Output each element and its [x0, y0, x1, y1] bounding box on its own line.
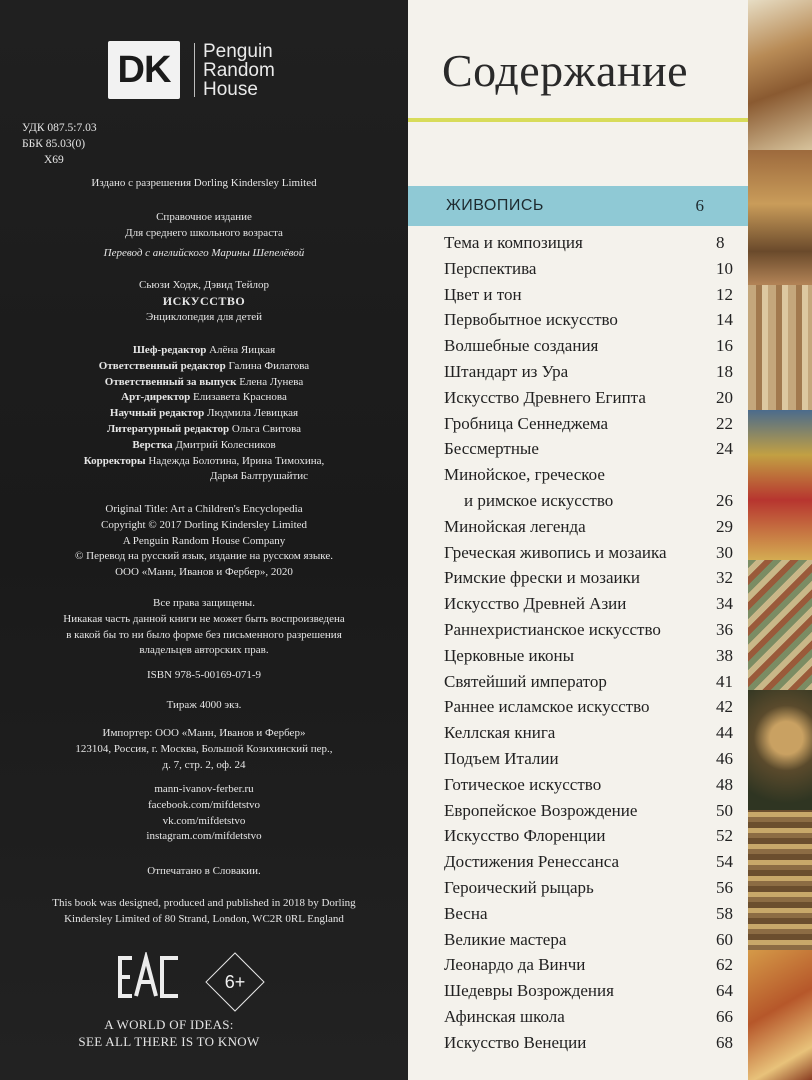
designed-by: This book was designed, produced and published in 2018 by Dorling Kindersley Limited of 80 Strand, London, WC2R 0RL England: [52, 897, 356, 925]
dk-logo: DK: [108, 41, 180, 99]
entry-title: Шедевры Возрождения: [444, 981, 614, 1001]
dk-slogan: A WORLD OF IDEAS: SEE ALL THERE IS TO KNOW: [78, 1017, 260, 1049]
contents-entry: [444, 594, 744, 620]
contents-entry: [444, 930, 744, 956]
original-rights: Original Title: Art a Children's Encyclopedia Copyright © 2017 Dorling Kindersley Limited A Penguin Random House Company © Перевод на русский язык, издание на русском языке. ООО «Манн, Иванов и Фербер», 2020: [75, 503, 333, 579]
entry-page: 52: [716, 826, 733, 846]
contents-entry: [444, 749, 744, 775]
eac-certification-icon: [118, 952, 182, 1002]
contents-entry: [444, 517, 744, 543]
publisher-logo: [108, 40, 275, 100]
logo-divider: [194, 43, 195, 97]
entry-page: 44: [716, 723, 733, 743]
entry-page: 10: [716, 258, 733, 278]
entry-title: Бессмертные: [444, 439, 539, 459]
credit-line: Шеф-редактор Алёна Яицкая: [132, 344, 276, 356]
entry-page: 8: [716, 233, 725, 252]
medieval-manuscript-image: [748, 410, 812, 560]
entry-title: Искусство Древней Азии: [444, 594, 627, 614]
entry-page: 46: [716, 748, 733, 768]
credit-line: Литературный редактор Ольга Свитова: [106, 422, 302, 435]
edition-type: Справочное издание Для среднего школьного возраста: [125, 211, 283, 239]
contents-entry: [444, 646, 744, 672]
credit-line: Верстка Дмитрий Колесников: [132, 438, 276, 451]
book-heading: [0, 278, 408, 325]
credit-line: Ответственный редактор Галина Филатова: [98, 359, 310, 372]
contents-entry: [444, 620, 744, 646]
contents-entry: [444, 310, 744, 336]
entry-page: 68: [716, 1032, 733, 1052]
entry-title: Афинская школа: [444, 1006, 565, 1026]
instagram-link: instagram.com/mifdetstvo: [146, 830, 262, 843]
entry-title: Перспектива: [444, 258, 537, 278]
website-link: mann-ivanov-ferber.ru: [154, 783, 254, 795]
author-mark: Х69: [44, 154, 64, 166]
entry-page: 24: [716, 439, 733, 459]
print-run: Тираж 4000 экз.: [166, 699, 242, 711]
bbk-code: ББК 85.03(0): [22, 138, 86, 150]
entry-title: Келлская книга: [444, 723, 556, 743]
contents-entry: [444, 801, 744, 827]
permission-line: Издано с разрешения Dorling Kindersley Limited: [91, 177, 317, 189]
egyptian-relief-image: [748, 285, 812, 410]
entry-title: Искусство Венеции: [444, 1032, 587, 1052]
entry-page: 38: [716, 645, 733, 665]
entry-title: Минойская легенда: [444, 516, 586, 536]
udk-code: УДК 087.5:7.03: [22, 122, 97, 134]
vk-link: vk.com/mifdetstvo: [162, 814, 246, 827]
entry-title: Цвет и тон: [444, 284, 522, 304]
book-subtitle: Энциклопедия для детей: [145, 310, 263, 323]
entry-title: Гробница Сеннеджема: [444, 413, 609, 433]
contents-entry: [444, 955, 744, 981]
credit-line: Ответственный за выпуск Елена Лунева: [104, 375, 304, 388]
importer: Импортер: ООО «Манн, Иванов и Фербер» 123104, Россия, г. Москва, Большой Козихинский пер., д. 7, стр. 2, оф. 24: [75, 727, 333, 771]
entry-title: Искусство Древнего Египта: [444, 387, 646, 407]
entry-page: 50: [716, 800, 733, 820]
ancient-figure-image: [748, 150, 812, 285]
entry-page: 18: [716, 361, 733, 381]
entry-page: 66: [716, 1006, 733, 1026]
rights-reserved: Все права защищены. Никакая часть данной книги не может быть воспроизведена в какой бы то ни было форме без письменного разрешения владельцев авторских прав.: [63, 597, 345, 657]
entry-title: Греческая живопись и мозаика: [444, 542, 667, 562]
contents-entry: [444, 439, 744, 465]
entry-title: Великие мастера: [444, 929, 567, 949]
entry-page: 58: [716, 903, 733, 923]
contents-entry: [444, 543, 744, 569]
credit-line: Дарья Балтрушайтис: [209, 470, 309, 483]
entry-title: Леонардо да Винчи: [444, 955, 586, 975]
credit-line: Научный редактор Людмила Левицкая: [109, 407, 299, 420]
contents-entry: [444, 852, 744, 878]
entry-page: 48: [716, 774, 733, 794]
contents-entry: [444, 1033, 744, 1059]
village-scene-image: [748, 810, 812, 950]
entry-page: 56: [716, 877, 733, 897]
entry-title: Раннехристианское искусство: [444, 619, 661, 639]
printed-in: Отпечатано в Словакии.: [147, 865, 261, 877]
contents-entry: [444, 775, 744, 801]
section-label: ЖИВОПИСЬ: [446, 197, 544, 214]
isbn: ISBN 978-5-00169-071-9: [147, 669, 261, 681]
authors: Сьюзи Ходж, Дэвид Тейлор: [139, 279, 269, 291]
entry-title: Тема и композиция: [444, 233, 583, 252]
contents-entry: [444, 414, 744, 440]
entry-title: и римское искусство: [464, 490, 614, 510]
artwork-strip: [748, 0, 812, 1080]
contents-entry: [444, 285, 744, 311]
contents-entry: [444, 336, 744, 362]
entry-page: 64: [716, 981, 733, 1001]
entry-page: 22: [716, 413, 733, 433]
renaissance-crowd-image: [748, 560, 812, 690]
entry-title: Искусство Флоренции: [444, 826, 606, 846]
entry-title: Минойское, греческое: [444, 465, 605, 485]
entry-page: 14: [716, 310, 733, 330]
entry-page: 12: [716, 284, 733, 304]
entry-page: 62: [716, 955, 733, 975]
contents-list: [444, 233, 744, 1059]
age-rating-badge: 6+: [205, 952, 265, 1012]
entry-title: Раннее исламское искусство: [444, 697, 650, 717]
entry-page: 16: [716, 336, 733, 356]
entry-page: 42: [716, 697, 733, 717]
entry-title: Весна: [444, 903, 488, 923]
editorial-credits: [0, 343, 408, 485]
web-links: [0, 782, 408, 845]
contents-entry: [444, 233, 744, 259]
contents-entry: [444, 388, 744, 414]
credit-line: Арт-директор Елизавета Краснова: [121, 391, 287, 404]
facebook-link: facebook.com/mifdetstvo: [147, 798, 261, 811]
entry-page: 34: [716, 594, 733, 614]
contents-entry: [444, 491, 744, 517]
entry-title: Штандарт из Ура: [444, 361, 569, 381]
contents-entry: [444, 259, 744, 285]
contents-panel: [408, 0, 748, 1080]
entry-title: Готическое искусство: [444, 774, 602, 794]
credit-line: Корректоры Надежда Болотина, Ирина Тимохина,: [83, 454, 325, 467]
entry-title: Римские фрески и мозаики: [444, 568, 640, 588]
entry-page: 41: [716, 671, 733, 691]
entry-title: Первобытное искусство: [444, 310, 618, 330]
entry-page: 36: [716, 619, 733, 639]
entry-page: 60: [716, 929, 733, 949]
contents-entry: [444, 465, 744, 491]
entry-title: Достижения Ренессанса: [444, 852, 620, 872]
entry-page: 54: [716, 852, 733, 872]
contents-entry: [444, 981, 744, 1007]
publisher-line: House: [203, 78, 258, 100]
contents-entry: [444, 568, 744, 594]
contents-title: Содержание: [442, 45, 689, 96]
contents-entry: [444, 723, 744, 749]
entry-page: 30: [716, 542, 733, 562]
section-header-painting: [408, 186, 748, 226]
entry-page: 20: [716, 387, 733, 407]
entry-page: 29: [716, 516, 733, 536]
contents-entry: [444, 878, 744, 904]
contents-entry: [444, 362, 744, 388]
section-page: 6: [695, 196, 704, 215]
contents-entry: [444, 1007, 744, 1033]
entry-title: Волшебные создания: [444, 336, 599, 356]
mona-lisa-image: [748, 690, 812, 810]
entry-title: Подъем Италии: [444, 748, 559, 768]
contents-entry: [444, 697, 744, 723]
translation-credit: Перевод с английского Марины Шепелёвой: [103, 247, 305, 259]
entry-title: Европейское Возрождение: [444, 800, 638, 820]
entry-page: 32: [716, 568, 733, 588]
publisher-line: Penguin: [203, 40, 273, 62]
venetian-painting-image: [748, 950, 812, 1080]
publisher-line: Random: [203, 59, 275, 81]
contents-entry: [444, 826, 744, 852]
entry-page: 26: [716, 490, 733, 510]
contents-entry: [444, 672, 744, 698]
title-rule: [408, 118, 748, 122]
cave-painting-image: [748, 0, 812, 150]
book-title: ИСКУССТВО: [162, 293, 246, 308]
penguin-random-house-wordmark: [203, 42, 275, 99]
entry-title: Церковные иконы: [444, 645, 575, 665]
entry-title: Святейший император: [444, 671, 607, 691]
contents-entry: [444, 904, 744, 930]
classification-codes: [22, 120, 97, 168]
entry-title: Героический рыцарь: [444, 877, 594, 897]
